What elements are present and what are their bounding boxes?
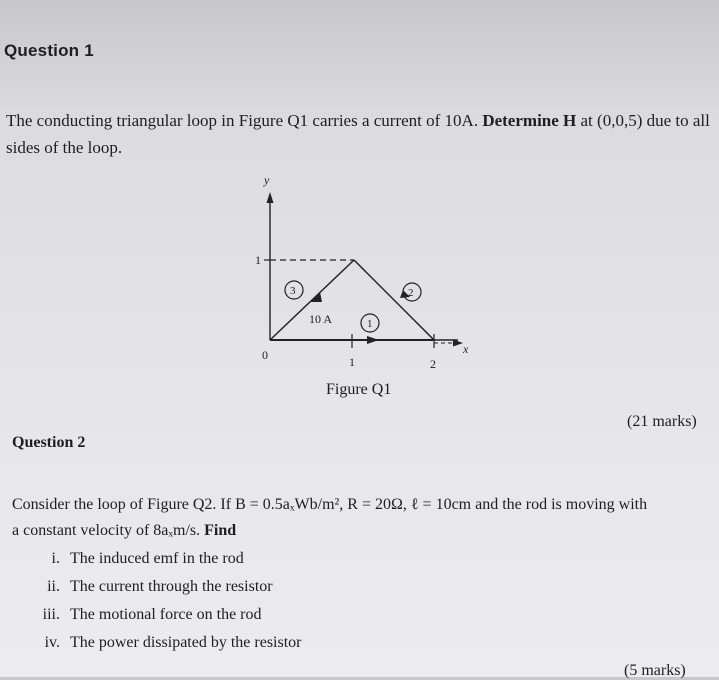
item-number: ii. [47,578,60,595]
side-3-direction-arrow-icon [310,292,322,302]
triangle-side-2 [354,260,434,340]
y-axis-arrow-icon [267,192,274,203]
side-3-number: 3 [290,285,296,297]
side-2-number: 2 [408,287,414,299]
question-2-text-line-1: Consider the loop of Figure Q2. If B = 0.5aₓWb/m², R = 20Ω, ℓ = 10cm and the rod is moving with [12,496,648,513]
side-1-number: 1 [367,318,373,330]
figure-q1-diagram [248,168,478,378]
x-tick-2-label: 2 [430,357,436,371]
item-text: The power dissipated by the resistor [70,634,302,651]
question-1-marks: (21 marks) [627,413,697,430]
question-1-text-line-1: The conducting triangular loop in Figure Q1 carries a current of 10A. Determine H at (0,0,5) due to all [6,111,710,130]
y-tick-1-label: 1 [255,253,261,267]
item-text: The induced emf in the rod [70,550,244,567]
question-2-title: Question 2 [12,434,86,451]
question-2-marks: (5 marks) [624,662,686,679]
question-2-text-line-2: a constant velocity of 8aₓm/s. Find [12,522,237,539]
x-axis-label: x [463,342,469,356]
question-1-title: Question 1 [4,41,94,60]
current-label: 10 A [309,312,333,326]
item-text: The motional force on the rod [70,606,262,623]
figure-q1-caption: Figure Q1 [326,381,392,398]
question-1-text-line-2: sides of the loop. [6,138,123,157]
item-text: The current through the resistor [70,578,273,595]
origin-label: 0 [262,348,268,362]
item-number: iii. [42,606,60,623]
item-number: i. [51,550,60,567]
side-1-direction-arrow-icon [367,336,379,344]
x-tick-1-label: 1 [349,355,355,369]
y-axis-label: y [264,173,270,187]
item-number: iv. [44,634,60,651]
